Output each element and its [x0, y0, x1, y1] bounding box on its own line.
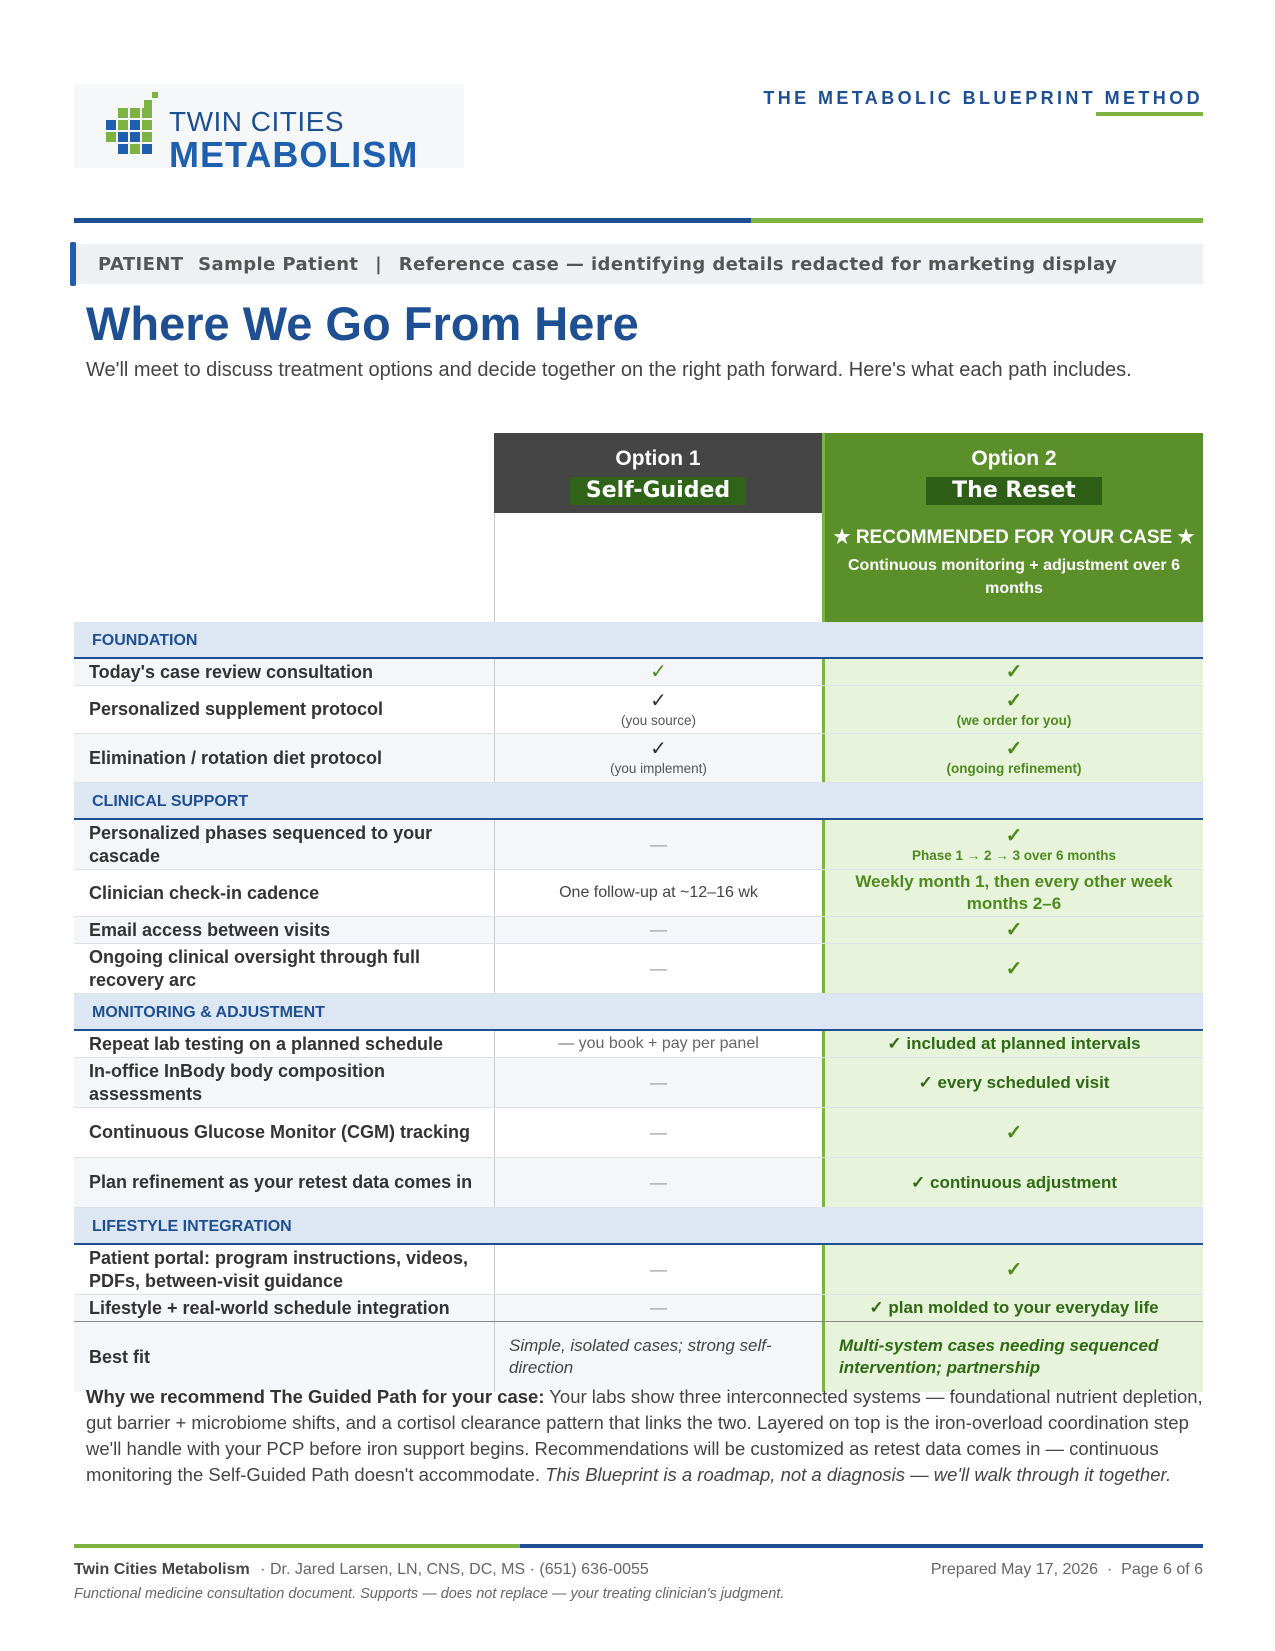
table-row	[74, 1295, 1203, 1322]
patient-separator: |	[375, 254, 383, 275]
footer-rule-blue	[520, 1544, 1203, 1548]
check-icon: ✓	[1005, 1121, 1023, 1144]
check-icon: ✓	[650, 689, 667, 712]
row-label: Personalized supplement protocol	[89, 699, 384, 719]
recommendation-rationale	[86, 1384, 1206, 1488]
cell-value: ✓ continuous adjustment	[911, 1172, 1117, 1192]
dash-icon: —	[650, 1122, 667, 1142]
footer-note: Functional medicine consultation document. Supports — does not replace — your treating clinician's judgment.	[74, 1586, 785, 1602]
table-row	[74, 870, 1203, 917]
footer-org: Twin Cities Metabolism	[74, 1561, 250, 1578]
logo-line1: TWIN CITIES	[169, 106, 345, 137]
option2-name: The Reset	[926, 477, 1102, 505]
intro-text: We'll meet to discuss treatment options and decide together on the right path forward. Here's what each path includes.	[86, 359, 1132, 381]
section-label: LIFESTYLE INTEGRATION	[92, 1218, 292, 1235]
logo-line2: METABOLISM	[169, 134, 419, 175]
footer-contact: · Dr. Jared Larsen, LN, CNS, DC, MS · (651) 636-0055	[260, 1561, 649, 1578]
method-title: THE METABOLIC BLUEPRINT METHOD	[763, 88, 1203, 108]
page-title: Where We Go From Here	[86, 297, 639, 350]
option1-header-body	[494, 513, 823, 622]
row-label: Patient portal: program instructions, videos, PDFs, between-visit guidance	[89, 1247, 469, 1291]
cell-value: ✓ plan molded to your everyday life	[869, 1298, 1159, 1317]
section-foundation	[74, 622, 1203, 659]
section-clinical-support	[74, 783, 1203, 820]
recommended-badge: ★ RECOMMENDED FOR YOUR CASE ★	[833, 527, 1195, 548]
rationale-body: Your labs show three interconnected systems — foundational nutrient depletion, gut barrier + microbiome shifts, and a cortisol clearance pattern that links the two. Layered on top is the iron-overload coordination step we'll handle with your PCP before iron support begins. Recommendations will be customized as retest data comes in — continuous monitoring the Self-Guided Path doesn't accommodate.	[86, 1386, 1203, 1485]
dash-icon: —	[650, 920, 667, 939]
cell-value: One follow-up at ~12–16 wk	[559, 884, 758, 901]
table-row	[74, 820, 1203, 870]
table-row	[74, 944, 1203, 994]
check-icon: ✓	[1005, 738, 1023, 760]
patient-label: PATIENT	[98, 254, 184, 275]
dash-icon: —	[650, 1259, 667, 1279]
check-icon: ✓	[1005, 661, 1023, 683]
table-row	[74, 1245, 1203, 1295]
patient-bar	[70, 244, 1203, 284]
patient-name: Sample Patient	[198, 254, 359, 275]
row-label: Ongoing clinical oversight through full recovery arc	[89, 946, 420, 990]
table-row	[74, 917, 1203, 944]
check-icon: ✓	[1005, 1258, 1023, 1281]
table-row	[74, 1158, 1203, 1208]
logo	[74, 84, 464, 175]
row-label: Repeat lab testing on a planned schedule	[89, 1033, 444, 1054]
section-lifestyle	[74, 1208, 1203, 1245]
patient-note: Reference case — identifying details redacted for marketing display	[398, 254, 1118, 275]
row-label: Best fit	[74, 1322, 494, 1392]
table-row	[74, 686, 1203, 734]
option2-header	[822, 433, 1203, 622]
row-label: Plan refinement as your retest data comes in	[74, 1158, 494, 1207]
row-label: Lifestyle + real-world schedule integration	[74, 1295, 494, 1321]
table-row	[74, 659, 1203, 686]
rationale-lead: Why we recommend The Guided Path for your case:	[86, 1386, 545, 1407]
table-row-best-fit	[74, 1322, 1203, 1392]
cell-note: (ongoing refinement)	[946, 761, 1082, 776]
section-label: FOUNDATION	[92, 632, 198, 649]
row-label: Elimination / rotation diet protocol	[74, 734, 494, 782]
option1-number: Option 1	[615, 447, 701, 470]
row-label: Email access between visits	[74, 917, 494, 943]
option1-name: Self-Guided	[570, 477, 746, 505]
check-icon: ✓	[1005, 689, 1023, 712]
cell-value: Weekly month 1, then every other week months 2–6	[855, 872, 1173, 913]
cell-note: Phase 1 → 2 → 3 over 6 months	[911, 847, 1117, 863]
patient-bar-accent	[70, 242, 76, 286]
table-row	[74, 1058, 1203, 1108]
logo-mark-icon	[104, 92, 168, 162]
option1-header	[494, 433, 822, 513]
row-label: Clinician check-in cadence	[89, 882, 320, 903]
cell-value: ✓ every scheduled visit	[918, 1072, 1110, 1092]
table-row	[74, 734, 1203, 783]
check-icon: ✓	[1005, 824, 1023, 847]
dash-icon: —	[650, 958, 667, 978]
footer-left	[74, 1561, 649, 1579]
dash-icon: —	[650, 1072, 667, 1092]
row-label: Continuous Glucose Monitor (CGM) tracking	[89, 1122, 470, 1142]
dash-icon: —	[650, 1172, 667, 1192]
dash-icon: —	[650, 834, 667, 854]
dash-icon: —	[650, 1298, 667, 1317]
cell-note: (you source)	[620, 712, 697, 728]
row-label: Personalized phases sequenced to your cascade	[74, 820, 494, 869]
header-rule-green	[751, 218, 1203, 223]
footer-rule-green	[74, 1544, 520, 1548]
section-label: MONITORING & ADJUSTMENT	[92, 1004, 325, 1021]
section-label: CLINICAL SUPPORT	[92, 793, 249, 810]
check-icon: ✓	[650, 738, 667, 760]
check-icon: ✓	[1005, 919, 1023, 941]
cell-note: (you implement)	[610, 761, 707, 776]
cell-value: Simple, isolated cases; strong self-direction	[509, 1336, 772, 1377]
header-rule-blue	[74, 218, 751, 223]
row-label: In-office InBody body composition assessments	[74, 1058, 494, 1107]
recommended-subtitle: Continuous monitoring + adjustment over 6 months	[847, 557, 1180, 597]
row-label: Today's case review consultation	[74, 659, 494, 685]
table-row	[74, 1108, 1203, 1158]
method-underline	[1096, 112, 1203, 116]
cell-value: Multi-system cases needing sequenced intervention; partnership	[839, 1336, 1159, 1377]
table-row	[74, 1031, 1203, 1058]
cell-value: ✓ included at planned intervals	[887, 1034, 1141, 1053]
cell-note: (we order for you)	[956, 712, 1072, 728]
option2-number: Option 2	[971, 447, 1057, 470]
rationale-disclaimer: This Blueprint is a roadmap, not a diagnosis — we'll walk through it together.	[545, 1464, 1172, 1485]
check-icon: ✓	[1005, 957, 1023, 980]
section-monitoring	[74, 994, 1203, 1031]
check-icon: ✓	[650, 661, 667, 683]
footer-prepared: Prepared May 17, 2026 · Page 6 of 6	[930, 1561, 1203, 1578]
cell-value: — you book + pay per panel	[558, 1035, 759, 1052]
